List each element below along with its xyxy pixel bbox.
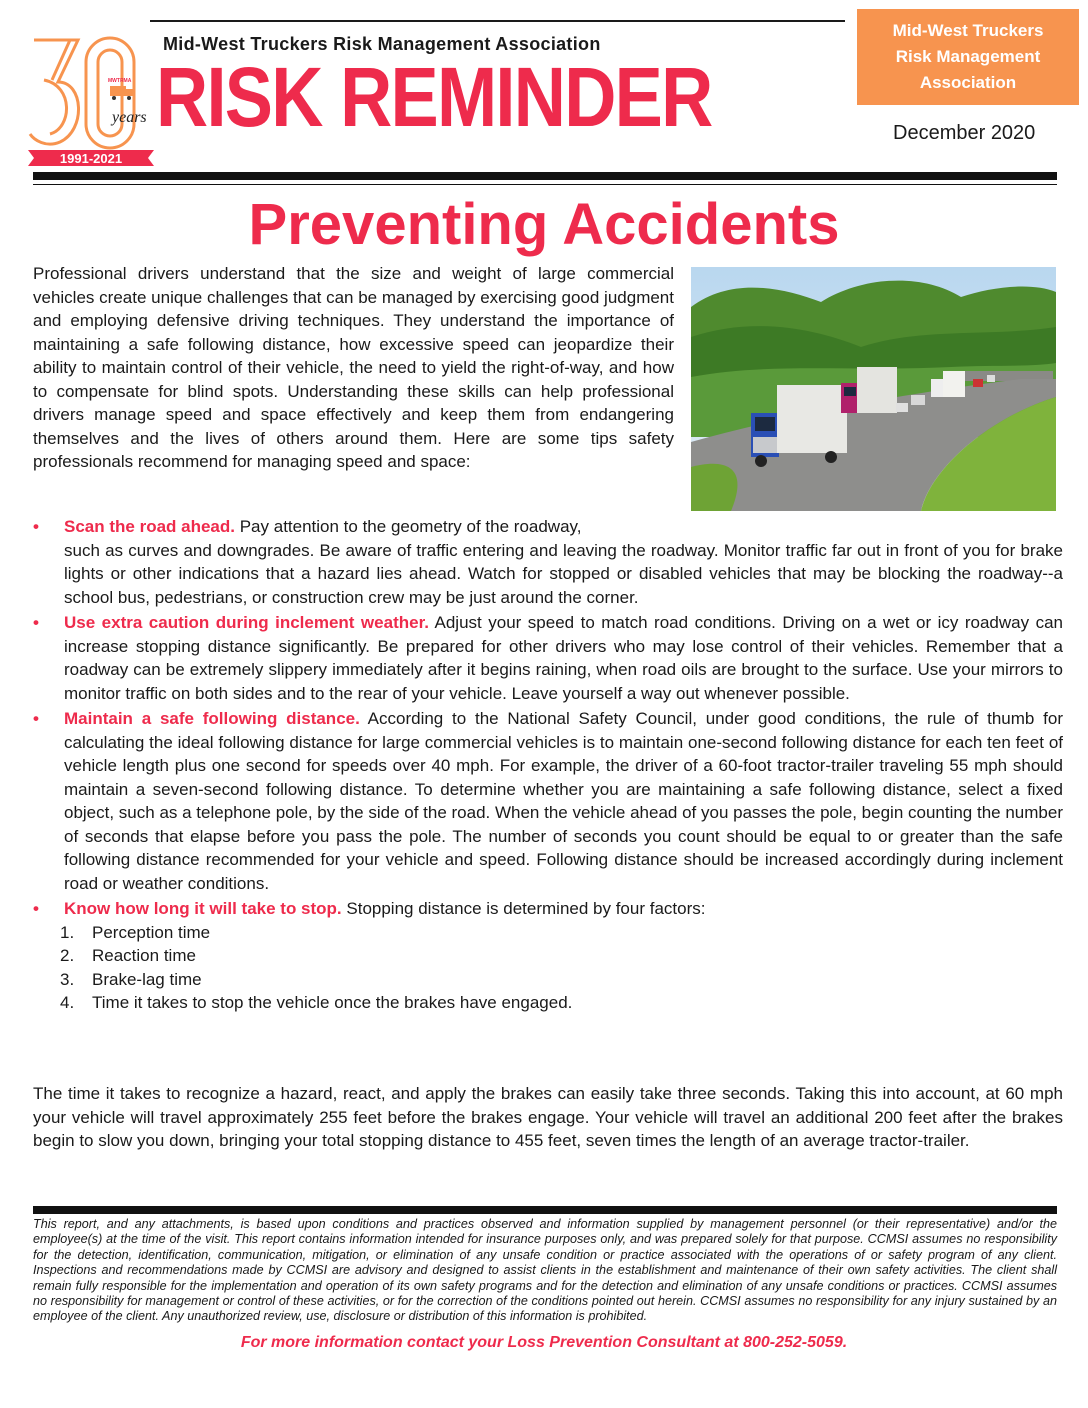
highway-trucks-photo bbox=[691, 267, 1056, 511]
tip-heading: Scan the road ahead. bbox=[64, 517, 235, 536]
factor-item bbox=[60, 944, 1063, 968]
org-badge-box bbox=[857, 9, 1079, 105]
logo-years-range: 1991-2021 bbox=[59, 151, 123, 166]
tip-text: Pay attention to the geometry of the roadway, bbox=[235, 517, 582, 536]
org-badge-line: Risk Management bbox=[895, 47, 1041, 66]
header-top-rule bbox=[150, 20, 845, 22]
newsletter-title: RISK REMINDER bbox=[156, 50, 712, 144]
issue-date: December 2020 bbox=[893, 122, 1036, 144]
tip-text: Stopping distance is determined by four factors: bbox=[341, 899, 706, 918]
factor-item bbox=[60, 991, 1063, 1015]
tips-list bbox=[33, 515, 1063, 1017]
org-name: Mid-West Truckers Risk Management Association bbox=[163, 34, 601, 54]
disclaimer-text: This report, and any attachments, is based upon conditions and practices observed and information supplied by management personnel (or their representative) and/or the employee(s) at the time of the visit. This report contains information intended for insurance purposes only, and was prepared solely for that purpose. CCMSI assumes no responsibility for the detection, identification, communication, mitigation, or elimination of any unsafe condition or practice associated with the operations of or safety program of any client. Inspections and recommendations made by CCMSI are advisory and designed to assist clients in the establishment and maintenance of their own safety activities. The client shall remain fully responsible for the implementation and operation of its own safety programs and for the detection and elimination of any unsafe conditions or practices. CCMSI assumes no responsibility for management or control of these activities, or for the correction of the conditions pointed out herein. CCMSI assumes no responsibility for any injury sustained by an employee of the client. Any unauthorized review, use, disclosure or distribution of this information is prohibited. bbox=[33, 1217, 1057, 1324]
factor-number: 1. bbox=[60, 922, 75, 942]
tip-heading: Use extra caution during inclement weather. bbox=[64, 613, 429, 632]
org-badge-line: Association bbox=[919, 73, 1017, 92]
header-rule-thin bbox=[33, 184, 1057, 185]
bullet-icon: • bbox=[33, 709, 39, 728]
factor-text: Brake-lag time bbox=[92, 969, 202, 989]
article-headline: Preventing Accidents bbox=[248, 192, 840, 257]
tip-text: Adjust your speed to match road conditions. Driving on a wet or icy roadway can increase stopping distance significantly. Be prepared for other drivers who may lose control of their vehicles. Remember that a roadway can be extremely slippery immediately after it begins raining, when road oils are brought to the surface. Use your mirrors to monitor traffic on both sides and to the rear of your vehicle. Leave yourself a way out whenever possible. bbox=[64, 613, 1063, 703]
factor-item bbox=[60, 921, 1063, 945]
tip-item bbox=[33, 707, 1063, 895]
factor-text: Reaction time bbox=[92, 946, 196, 965]
factor-text: Perception time bbox=[92, 922, 211, 942]
intro-paragraph: Professional drivers understand that the size and weight of large commercial vehicles create unique challenges that can be managed by exercising good judgment and employing defensive driving techniques. They understand the importance of maintaining a safe following distance, how excessive speed can jeopardize their ability to maintain control of their vehicle, the need to yield the right-of-way, and how to compensate for blind spots. Understanding these skills can help professional drivers manage speed and space effectively and keep them from endangering themselves and the lives of others around them. Here are some tips safety professionals recommend for managing speed and space: bbox=[33, 264, 674, 471]
bullet-icon: • bbox=[33, 899, 39, 918]
tip-heading: Maintain a safe following distance. bbox=[64, 709, 360, 728]
tip-heading: Know how long it will take to stop. bbox=[64, 899, 342, 918]
closing-paragraph: The time it takes to recognize a hazard, react, and apply the brakes can easily take three seconds. Taking this into account, at 60 mph your vehicle will travel approximately 255 feet before the brakes engage. Your vehicle will travel an additional 200 feet after the brakes begin to slow you down, bringing your total stopping distance to 455 feet, seven times the length of an average tractor-trailer. bbox=[33, 1084, 1063, 1150]
factor-item bbox=[60, 968, 1063, 992]
org-badge-line: Mid-West Truckers bbox=[892, 21, 1044, 40]
logo-years-word: years bbox=[112, 109, 147, 126]
contact-line: For more information contact your Loss Prevention Consultant at 800-252-5059. bbox=[240, 1334, 848, 1351]
30-years-logo bbox=[26, 30, 156, 168]
tip-item bbox=[33, 515, 1063, 609]
factor-number: 3. bbox=[60, 969, 75, 989]
tip-item bbox=[33, 897, 1063, 1015]
bullet-icon: • bbox=[33, 517, 39, 536]
factor-number: 2. bbox=[60, 946, 75, 965]
bullet-icon: • bbox=[33, 613, 39, 632]
factor-number: 4. bbox=[60, 993, 75, 1012]
tip-text: According to the National Safety Council, under good conditions, the rule of thumb for calculating the ideal following distance for large commercial vehicles is to maintain one-second following distance for each ten feet of vehicle length plus one second for speeds over 40 mph. For example, the driver of a 60-foot tractor-trailer traveling 55 mph should maintain a seven-second following distance. To determine whether you are maintaining a safe following distance, select a fixed object, such as a telephone pole, by the side of the road. When the vehicle ahead of you passes the pole, begin counting the number of seconds that elapse before you pass the pole. The number of seconds you count should be equal to or greater than the safe following distance recommended for your vehicle and speed. Following distance should be increased accordingly during inclement road or weather conditions. bbox=[64, 709, 1063, 893]
factor-text: Time it takes to stop the vehicle once the brakes have engaged. bbox=[92, 993, 573, 1012]
tip-text: such as curves and downgrades. Be aware of traffic entering and leaving the roadway. Monitor traffic far out in front of you for brake lights or other indications that a hazard lies ahead. Watch for stopped or disabled vehicles that may be blocking the roadway--a school bus, pedestrians, or construction crew may be just around the corner. bbox=[64, 540, 1063, 607]
stopping-factors-list bbox=[60, 921, 1063, 1015]
header-rule bbox=[33, 172, 1057, 180]
tip-item bbox=[33, 611, 1063, 705]
footer-rule bbox=[33, 1206, 1057, 1214]
logo-badge: MWTRMA bbox=[108, 78, 132, 84]
